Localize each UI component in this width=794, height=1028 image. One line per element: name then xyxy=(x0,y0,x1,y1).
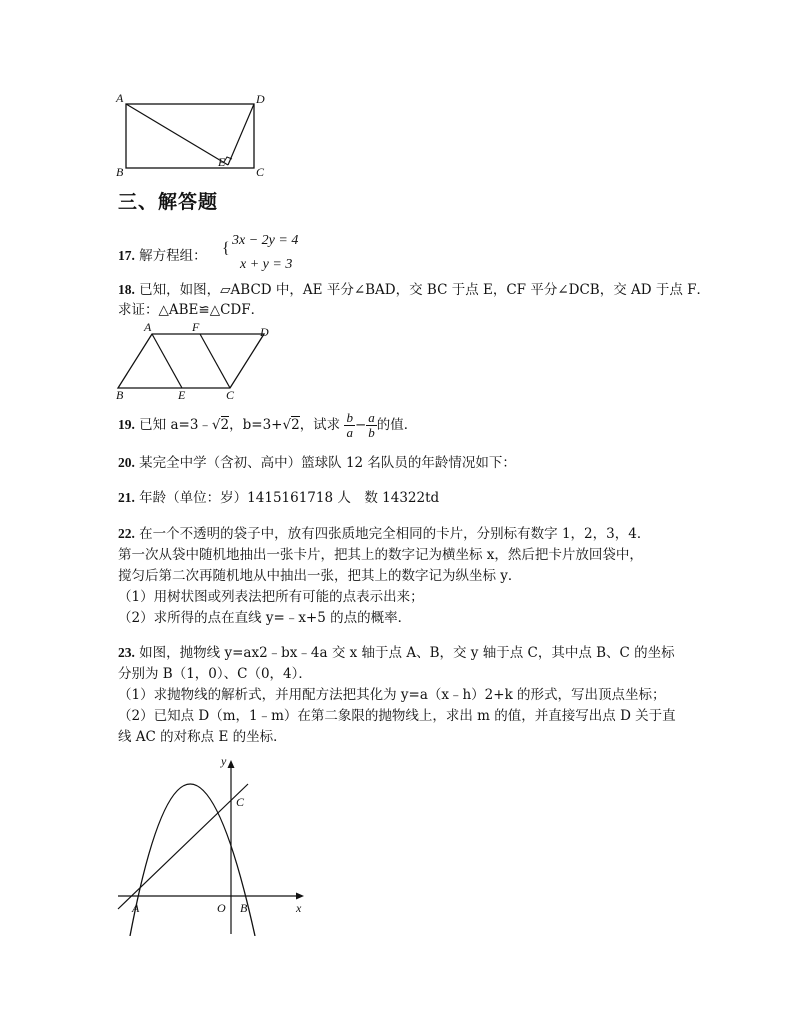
label-c: C xyxy=(236,795,245,809)
label-o: O xyxy=(217,901,226,915)
minus-sign: − xyxy=(354,417,367,433)
question-text: 的值． xyxy=(376,417,418,433)
sqrt-symbol: √ xyxy=(211,417,221,433)
segment-de xyxy=(228,104,254,165)
equation-1: 3x − 2y = 4 xyxy=(232,233,299,248)
y-axis-arrow xyxy=(228,760,235,768)
question-23-part2: （2）已知点 D（m，1﹣m）在第二象限的抛物线上，求出 m 的值，并直接写出点 D 关于直 xyxy=(118,708,676,724)
label-y: y xyxy=(221,754,227,768)
parallelogram-abcd xyxy=(118,334,264,388)
question-text-line1: 如图，抛物线 y=ax2﹣bx﹣4a 交 x 轴于点 A、B，交 y 轴于点 C，其中点 B、C 的坐标 xyxy=(139,645,675,661)
question-18 xyxy=(118,280,710,300)
label-f: F xyxy=(192,320,200,334)
question-text: ，试求 xyxy=(299,417,341,433)
section-title: 三、解答题 xyxy=(118,191,219,213)
question-number: 23. xyxy=(118,645,135,660)
segment-cf xyxy=(200,334,230,388)
question-22-line3: 搅匀后第二次再随机地从中抽出一张，把其上的数字记为纵坐标 y． xyxy=(118,568,522,584)
fraction-b-over-a xyxy=(344,411,355,440)
question-text: 已知 a=3﹣ xyxy=(139,417,212,433)
question-text: ，b=3+ xyxy=(229,417,283,433)
question-22 xyxy=(118,524,650,544)
label-a: A xyxy=(144,320,152,334)
fraction-a-over-b xyxy=(366,411,377,440)
question-number: 22. xyxy=(118,526,135,541)
line-ac xyxy=(118,784,248,909)
rectangle-abcd xyxy=(126,104,254,168)
numerator: a xyxy=(368,410,375,425)
question-text-line1: 已知，如图，▱ABCD 中，AE 平分∠BAD，交 BC 于点 E，CF 平分∠DCB，交 AD 于点 F． xyxy=(139,282,711,298)
label-d: D xyxy=(260,325,269,339)
question-number: 20. xyxy=(118,455,135,470)
label-e: E xyxy=(218,155,226,169)
label-c: C xyxy=(256,165,265,179)
segment-ae xyxy=(126,104,228,165)
question-21 xyxy=(118,488,439,508)
question-number: 18. xyxy=(118,282,135,297)
denominator: b xyxy=(368,425,375,440)
parallelogram-figure xyxy=(114,318,278,402)
question-23-line2: 分别为 B（1，0）、C（0，4）． xyxy=(118,666,312,682)
question-22-part2: （2）求所得的点在直线 y=﹣x+5 的点的概率． xyxy=(118,610,412,626)
label-c: C xyxy=(226,388,235,402)
question-number: 19. xyxy=(118,417,135,432)
question-text-line1: 在一个不透明的袋子中，放有四张质地完全相同的卡片，分别标有数字 1，2，3，4． xyxy=(139,526,651,542)
sqrt-symbol: √ xyxy=(282,417,292,433)
label-d: D xyxy=(256,92,265,106)
label-e: E xyxy=(178,388,186,402)
question-22-line2: 第一次从袋中随机地抽出一张卡片，把其上的数字记为横坐标 x，然后把卡片放回袋中， xyxy=(118,547,643,563)
question-18-line2: 求证：△ABE≌△CDF． xyxy=(118,302,265,318)
question-23 xyxy=(118,643,675,663)
question-20 xyxy=(118,453,516,473)
question-number: 21. xyxy=(118,490,135,505)
parabola-figure xyxy=(114,752,310,936)
denominator: a xyxy=(346,425,353,440)
segment-ae xyxy=(152,334,182,388)
x-axis-arrow xyxy=(296,893,304,900)
label-b: B xyxy=(116,165,124,179)
question-text: 某完全中学（含初、高中）篮球队 12 名队员的年龄情况如下： xyxy=(139,455,516,471)
question-text: 年龄（单位：岁）1415161718 人 数 14322td xyxy=(139,490,440,506)
label-x: x xyxy=(296,901,302,915)
label-a: A xyxy=(132,901,140,915)
question-number: 17. xyxy=(118,248,135,263)
sqrt-radicand: 2 xyxy=(220,417,230,433)
question-23-part2-cont: 线 AC 的对称点 E 的坐标． xyxy=(118,729,287,745)
question-19 xyxy=(118,410,417,440)
question-23-part1: （1）求抛物线的解析式，并用配方法把其化为 y=a（x﹣h）2+k 的形式，写出顶点坐标； xyxy=(118,687,666,703)
equation-2: x + y = 3 xyxy=(240,257,293,272)
rectangle-figure xyxy=(114,90,274,182)
label-a: A xyxy=(116,91,124,105)
question-text: 解方程组： xyxy=(139,248,207,264)
label-b: B xyxy=(240,901,248,915)
question-22-part1: （1）用树状图或列表法把所有可能的点表示出来； xyxy=(118,589,424,605)
label-b: B xyxy=(116,388,124,402)
system-brace: { xyxy=(222,240,230,257)
sqrt-radicand: 2 xyxy=(291,417,300,433)
numerator: b xyxy=(346,410,353,425)
question-17 xyxy=(118,246,207,266)
